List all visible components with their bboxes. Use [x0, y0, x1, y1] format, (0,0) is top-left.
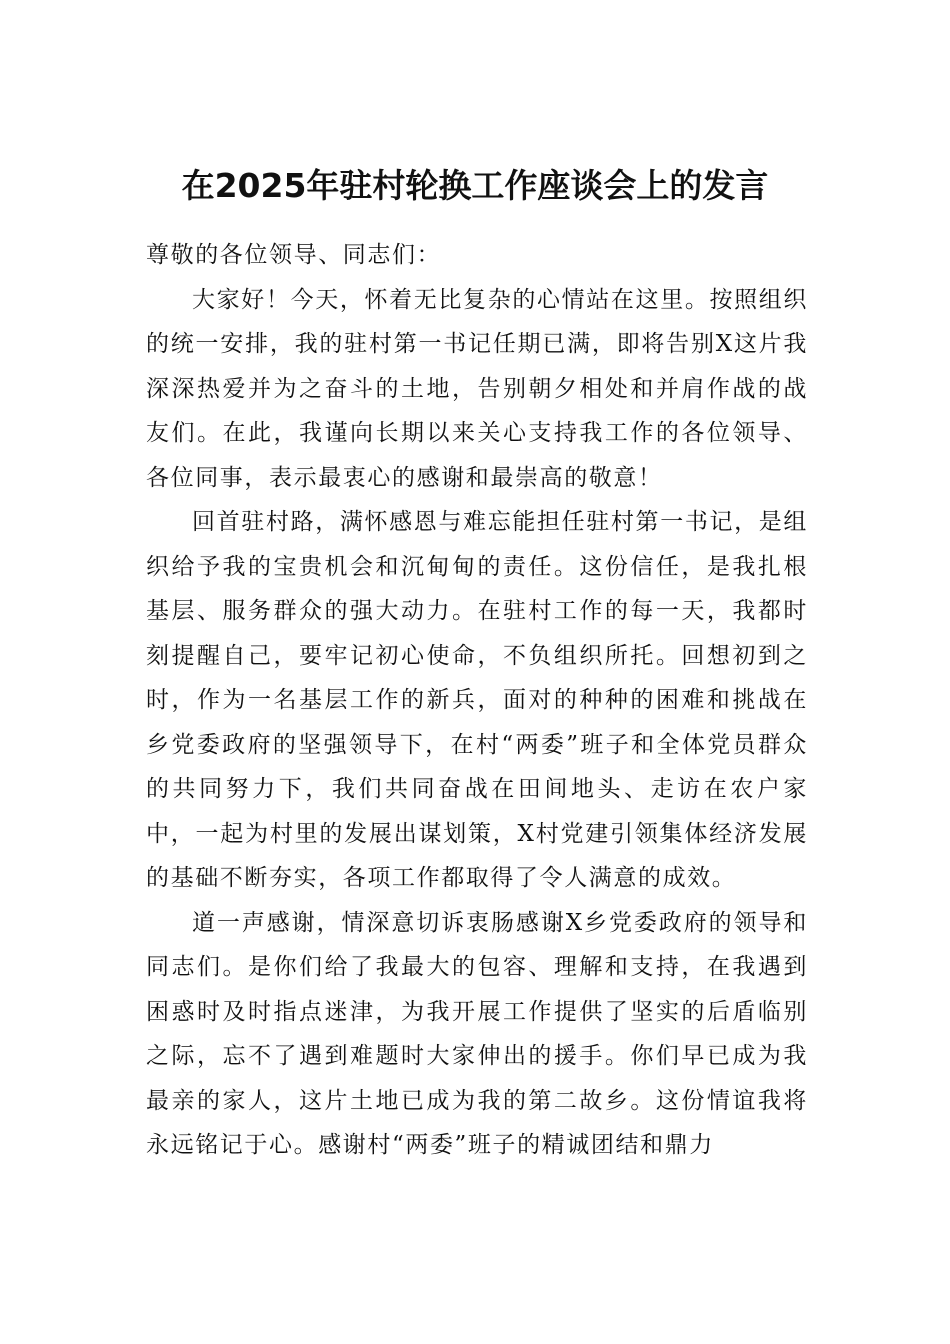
paragraph-opening: 大家好！今天，怀着无比复杂的心情站在这里。按照组织的统一安排，我的驻村第一书记任期已满，即将告别X这片我深深热爱并为之奋斗的土地，告别朝夕相处和并肩作战的战友们。在此，我谨向长期以来关心支持我工作的各位领导、各位同事，表示最衷心的感谢和最崇高的敬意！: [146, 286, 808, 491]
paragraph-review: 回首驻村路，满怀感恩与难忘能担任驻村第一书记，是组织给予我的宝贵机会和沉甸甸的责任。这份信任，是我扎根基层、服务群众的强大动力。在驻村工作的每一天，我都时刻提醒自己，要牢记初心使命，不负组织所托。回想初到之时，作为一名基层工作的新兵，面对的种种的困难和挑战在乡党委政府的坚强领导下，在村“两委”班子和全体党员群众的共同努力下，我们共同奋战在田间地头、走访在农户家中，一起为村里的发展出谋划策，X村党建引领集体经济发展的基础不断夯实，各项工作都取得了令人满意的成效。: [146, 509, 808, 891]
document-body: [146, 233, 808, 1168]
salutation: 尊敬的各位领导、同志们：: [146, 242, 442, 268]
paragraph-thanks: 道一声感谢，情深意切诉衷肠感谢X乡党委政府的领导和同志们。是你们给了我最大的包容、理解和支持，在我遇到困惑时及时指点迷津，为我开展工作提供了坚实的后盾临别之际，忘不了遇到难题时大家伸出的援手。你们早已成为我最亲的家人，这片土地已成为我的第二故乡。这份情谊我将永远铭记于心。感谢村“两委”班子的精诚团结和鼎力: [146, 909, 808, 1158]
document-title: 在2025年驻村轮换工作座谈会上的发言: [181, 166, 769, 205]
